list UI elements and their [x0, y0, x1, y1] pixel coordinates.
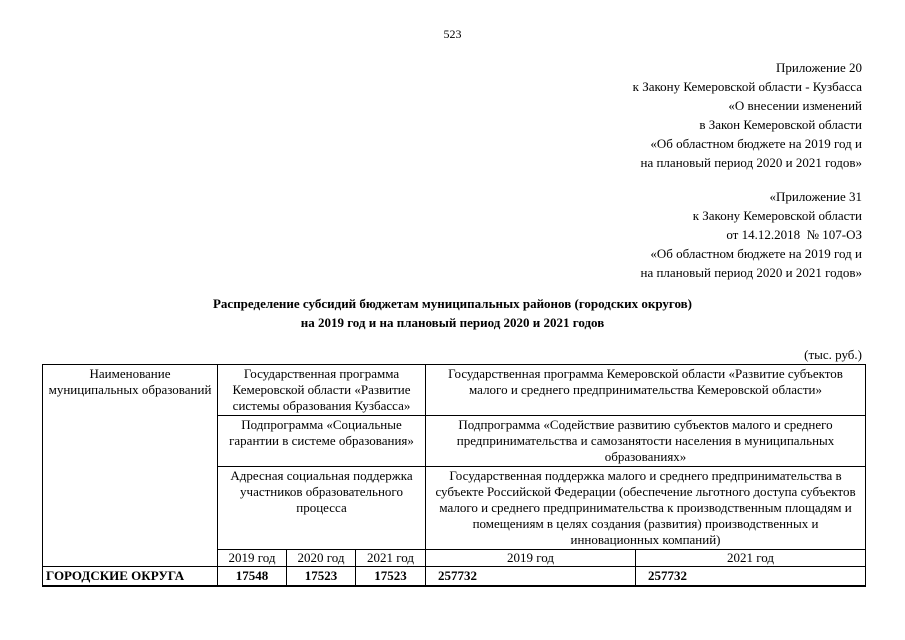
- row-value: 17523: [287, 567, 356, 587]
- row-value: 17523: [356, 567, 426, 587]
- year-header: 2020 год: [287, 550, 356, 567]
- appendix-20-line: в Закон Кемеровской области: [699, 117, 862, 132]
- document-title: [0, 294, 905, 332]
- appendix-20-line: на плановый период 2020 и 2021 годов»: [640, 155, 862, 170]
- document-title-line: Распределение субсидий бюджетам муниципальных районов (городских округов): [212, 296, 692, 311]
- page-number: 523: [443, 27, 462, 41]
- appendix-31-line: к Закону Кемеровской области: [692, 208, 862, 223]
- appendix-20-line: Приложение 20: [775, 60, 862, 75]
- appendix-31-block: [432, 187, 862, 282]
- program-1-header: Государственная программа Кемеровской области «Развитие системы образования Кузбасса»: [218, 365, 426, 416]
- appendix-20-line: к Закону Кемеровской области - Кузбасса: [632, 79, 862, 94]
- year-header: 2019 год: [218, 550, 287, 567]
- appendix-20-line: «Об областном бюджете на 2019 год и: [650, 136, 862, 151]
- program-2-header: Государственная программа Кемеровской области «Развитие субъектов малого и среднего предпринимательства Кемеровской области»: [426, 365, 866, 416]
- row-value: 257732: [636, 567, 866, 587]
- name-header: Наименование муниципальных образований: [43, 365, 218, 567]
- row-value: 257732: [426, 567, 636, 587]
- subsidy-table: [42, 364, 866, 587]
- appendix-20-line: «О внесении изменений: [728, 98, 862, 113]
- appendix-31-line: «Об областном бюджете на 2019 год и: [650, 246, 862, 261]
- row-value: 17548: [218, 567, 287, 587]
- appendix-31-line: «Приложение 31: [769, 189, 862, 204]
- year-header: 2021 год: [356, 550, 426, 567]
- document-title-line: на 2019 год и на плановый период 2020 и 2021 годов: [300, 315, 605, 330]
- unit-label: (тыс. руб.): [804, 347, 862, 362]
- year-header: 2021 год: [636, 550, 866, 567]
- year-header: 2019 год: [426, 550, 636, 567]
- measure-1-header: Адресная социальная поддержка участников образовательного процесса: [218, 467, 426, 550]
- subprogram-2-header: Подпрограмма «Содействие развитию субъектов малого и среднего предпринимательства и самозанятости населения в муниципальных образованиях»: [426, 416, 866, 467]
- appendix-31-line: от 14.12.2018 № 107-ОЗ: [726, 227, 862, 242]
- table-row: [43, 567, 866, 587]
- measure-2-header: Государственная поддержка малого и среднего предпринимательства в субъекте Российской Федерации (обеспечение льготного доступа субъектов малого и среднего предпринимательства к производственным площадям и помещениям в целях создания (развития) производственных и инновационных компаний): [426, 467, 866, 550]
- appendix-31-line: на плановый период 2020 и 2021 годов»: [640, 265, 862, 280]
- row-label: ГОРОДСКИЕ ОКРУГА: [43, 567, 218, 587]
- subprogram-1-header: Подпрограмма «Социальные гарантии в системе образования»: [218, 416, 426, 467]
- appendix-20-block: [432, 58, 862, 172]
